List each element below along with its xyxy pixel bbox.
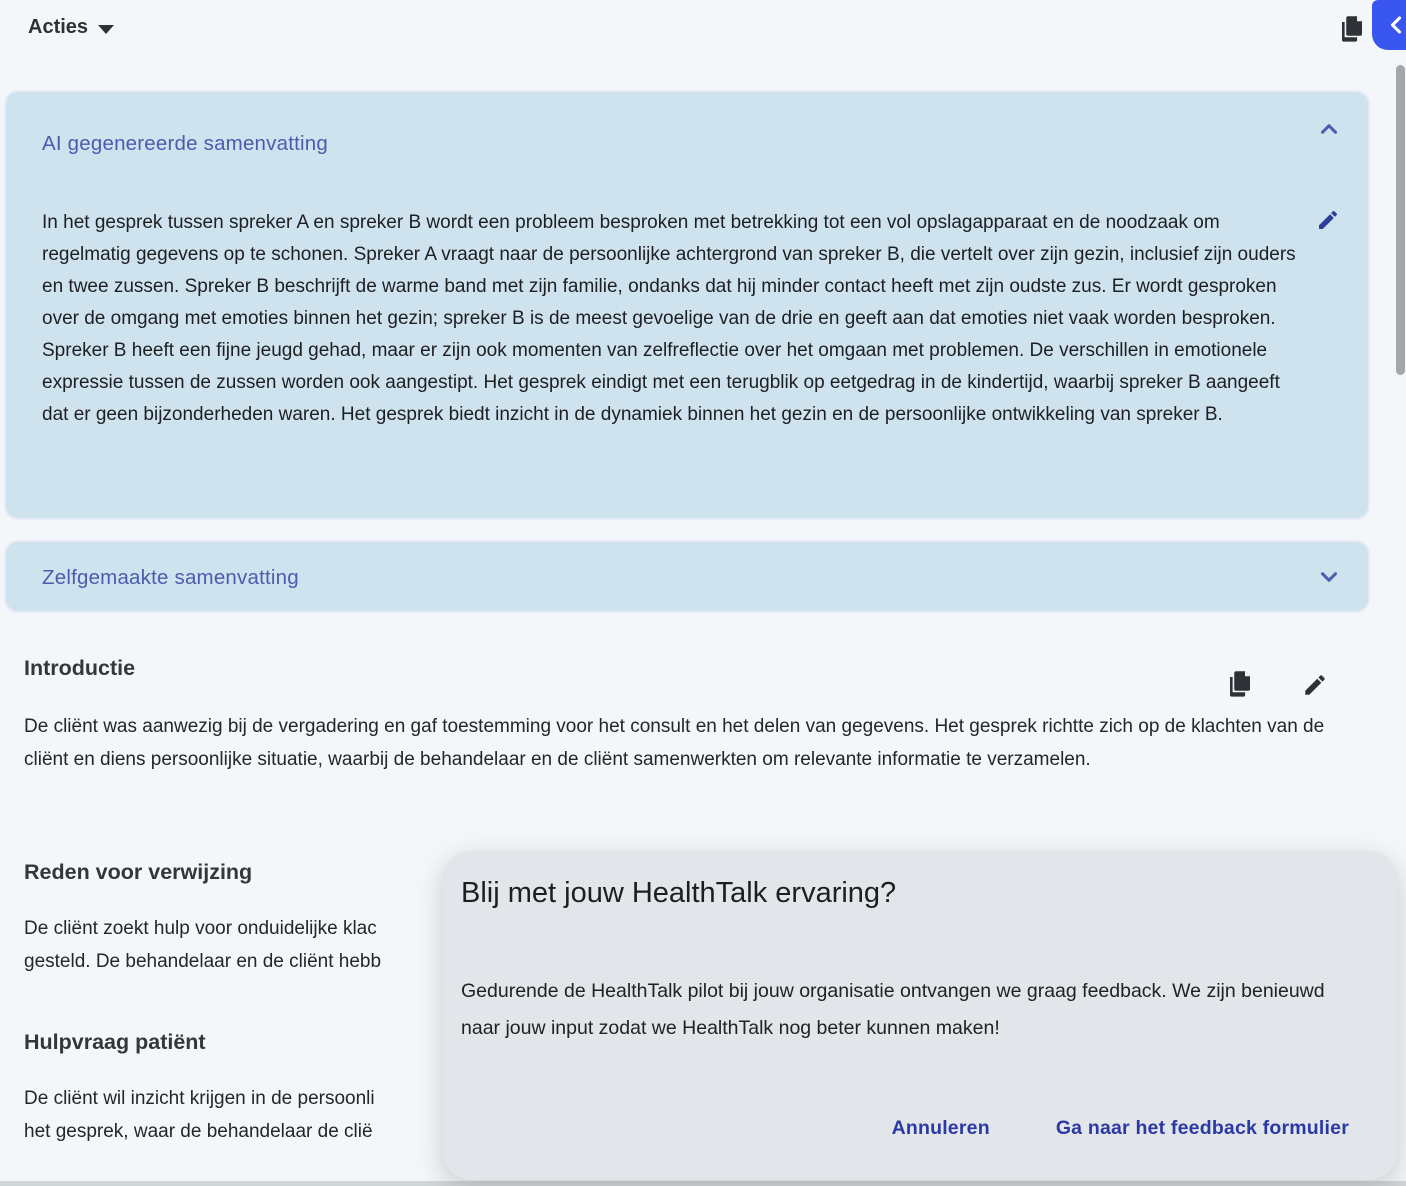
copy-icon <box>1336 13 1366 43</box>
section-text-introductie: De cliënt was aanwezig bij de vergadering en gaf toestemming voor het consult en het delen van gegevens. Het gesprek richtte zich op de klachten van de cliënt en diens persoonlijke situatie, waarbij de behandelaar en de cliënt samenwerkten om relevante informatie te verzamelen. <box>24 716 1325 770</box>
dialog-actions <box>892 1117 1349 1140</box>
collapse-panel-button[interactable] <box>1372 0 1406 50</box>
ai-summary-text: In het gesprek tussen spreker A en spreker B wordt een probleem besproken met betrekking tot een vol opslagapparaat en de noodzaak om regelmatig gegevens op te schonen. Spreker A vraagt naar de persoonlijke achtergrond van spreker B, die vertelt over zijn gezin, inclusief zijn ouders en twee zussen. Spreker B beschrijft de warme band met zijn familie, ondanks dat hij minder contact heeft met zijn oudste zus. Er wordt gesproken over de omgang met emoties binnen het gezin; spreker B is de meest gevoelige van de drie en geeft aan dat emoties niet vaak worden besproken. Spreker B heeft een fijne jeugd gehad, maar er zijn ook momenten van zelfreflectie over het omgaan met problemen. De verschillen in emotionele expressie tussen de zussen worden ook aangestipt. Het gesprek eindigt met een terugblik op eetgedrag in de kindertijd, waarbij spreker B aangeeft dat er geen bijzonderheden waren. Het gesprek biedt inzicht in de dynamiek binnen het gezin en de persoonlijke ontwikkeling van spreker B. <box>42 212 1296 425</box>
custom-summary-title: Zelfgemaakte samenvatting <box>42 566 299 589</box>
chevron-left-icon <box>1382 11 1406 39</box>
dialog-title: Blij met jouw HealthTalk ervaring? <box>461 877 897 909</box>
custom-summary-panel[interactable] <box>4 540 1370 613</box>
bottom-edge-divider <box>0 1181 1406 1186</box>
copy-icon <box>1224 668 1254 698</box>
text-line: het gesprek, waar de behandelaar de clië <box>24 1121 373 1142</box>
pencil-icon <box>1302 672 1328 698</box>
edit-section-button[interactable] <box>1302 672 1328 698</box>
text-line: De cliënt zoekt hulp voor onduidelijke klac <box>24 918 377 939</box>
pencil-icon <box>1316 208 1340 232</box>
section-heading-reden: Reden voor verwijzing <box>24 860 253 884</box>
expand-custom-summary-button[interactable] <box>1316 564 1342 590</box>
feedback-dialog <box>443 851 1397 1180</box>
ai-summary-panel <box>4 90 1370 520</box>
collapse-ai-summary-button[interactable] <box>1316 116 1342 142</box>
go-to-feedback-form-button[interactable]: Ga naar het feedback formulier <box>1055 1117 1349 1139</box>
actions-label: Acties <box>28 16 89 38</box>
section-heading-introductie: Introductie <box>24 656 136 680</box>
cancel-button[interactable]: Annuleren <box>891 1117 990 1139</box>
vertical-scrollbar[interactable] <box>1396 65 1405 375</box>
actions-dropdown[interactable] <box>28 16 114 39</box>
copy-section-button[interactable] <box>1224 668 1254 698</box>
chevron-down-icon <box>1316 564 1342 590</box>
text-line: gesteld. De behandelaar en de cliënt hebb <box>24 951 382 972</box>
dialog-body-text: Gedurende de HealthTalk pilot bij jouw organisatie ontvangen we graag feedback. We zijn benieuwd naar jouw input zodat we HealthTalk nog beter kunnen maken! <box>461 980 1325 1039</box>
edit-ai-summary-button[interactable] <box>1316 208 1340 232</box>
caret-down-icon <box>98 25 114 34</box>
section-heading-hulpvraag: Hulpvraag patiënt <box>24 1030 206 1054</box>
chevron-up-icon <box>1316 116 1342 142</box>
ai-summary-title: AI gegenereerde samenvatting <box>42 132 328 155</box>
text-line: De cliënt wil inzicht krijgen in de persoonli <box>24 1088 375 1109</box>
section-toolbar <box>1224 668 1334 704</box>
copy-transcript-button[interactable] <box>1336 13 1366 43</box>
